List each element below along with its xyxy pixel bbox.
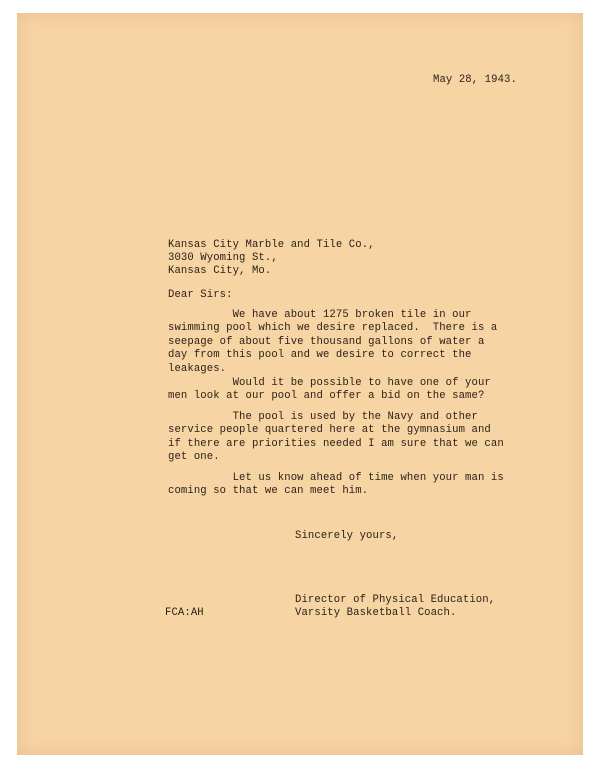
body-paragraph-4	[168, 472, 504, 499]
body-line: service people quartered here at the gymnasium and	[168, 424, 491, 437]
salutation: Dear Sirs:	[168, 289, 233, 301]
recipient-city: Kansas City, Mo.	[168, 265, 272, 277]
body-line: Let us know ahead of time when your man is	[168, 472, 504, 484]
recipient-street: 3030 Wyoming St.,	[168, 252, 278, 264]
body-line: get one.	[168, 451, 220, 464]
typist-initials: FCA:AH	[165, 607, 204, 619]
recipient-name: Kansas City Marble and Tile Co.,	[168, 239, 375, 251]
body-paragraph-2	[168, 377, 491, 404]
body-line: swimming pool which we desire replaced. There is a	[168, 322, 498, 335]
body-line: men look at our pool and offer a bid on the same?	[168, 390, 485, 403]
body-paragraph-3	[168, 411, 504, 465]
body-paragraph-1	[168, 309, 497, 376]
signature-title-1: Director of Physical Education,	[295, 594, 496, 606]
body-line: We have about 1275 broken tile in our	[168, 309, 472, 321]
closing: Sincerely yours,	[295, 530, 399, 542]
letter-date: May 28, 1943.	[433, 74, 517, 86]
body-line: day from this pool and we desire to correct the	[168, 349, 472, 362]
letter-page	[17, 13, 583, 755]
body-line: Would it be possible to have one of your	[168, 377, 491, 389]
body-line: leakages.	[168, 362, 227, 375]
body-line: coming so that we can meet him.	[168, 485, 369, 498]
signature-title-2: Varsity Basketball Coach.	[295, 607, 457, 619]
body-line: The pool is used by the Navy and other	[168, 411, 478, 423]
body-line: if there are priorities needed I am sure that we can	[168, 437, 504, 450]
body-line: seepage of about five thousand gallons of water a	[168, 335, 485, 348]
